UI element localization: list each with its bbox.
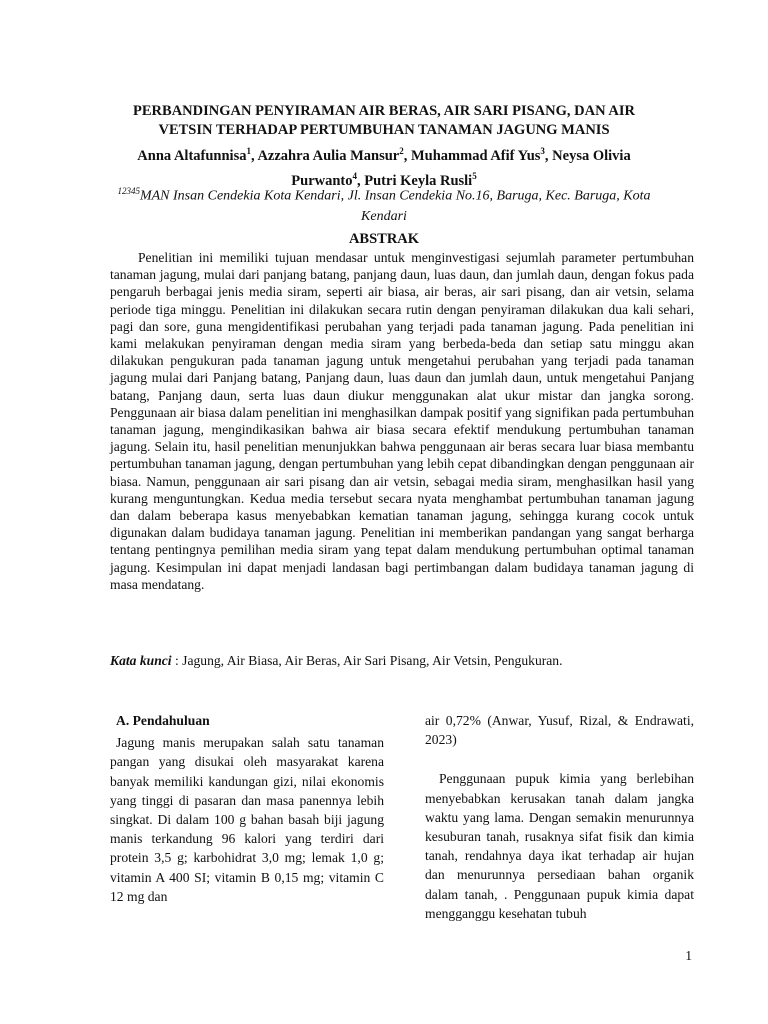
intro-paragraph: Jagung manis merupakan salah satu tanaman pangan yang disukai oleh masyarakat karena banyak memiliki kandungan gizi, nilai ekonomis yang tinggi di pasaran dan masa panennya lebih singkat. Di dalam 100 g bahan basah biji jagung manis terkandung 96 kalori yang terdiri dari protein 3,5 g; karbohidrat 3,0 mg; lemak 1,0 g; vitamin A 400 SI; vitamin B 0,15 mg; vitamin C 12 mg dan xyxy=(110,735,384,904)
affiliation-marks: 12345 xyxy=(117,186,140,196)
right-column xyxy=(425,711,694,923)
author: Neysa Olivia Purwanto$^4$, xyxy=(291,147,631,189)
abstract-heading: ABSTRAK xyxy=(348,231,420,247)
keywords xyxy=(110,652,694,670)
affiliation xyxy=(110,181,658,227)
author: Azzahra Aulia Mansur$^2$, xyxy=(257,146,411,164)
page-number: 1 xyxy=(685,948,692,963)
left-column xyxy=(110,711,384,906)
section-heading: A. Pendahuluan xyxy=(116,713,210,728)
author: Putri Keyla Rusli$^5$ xyxy=(364,170,477,189)
author: Anna Altafunnisa$^1$, xyxy=(137,146,258,164)
abstract-body: Penelitian ini memiliki tujuan mendasar untuk menginvestigasi sejumlah parameter pertumbuhan tanaman jagung, mulai dari panjang batang, panjang daun, luas daun, dan jumlah daun, dengan fokus pada pengaruh berbagai jenis media siram, seperti air biasa, air beras, air sari pisang, dan air vetsin, selama periode tiga minggu. Penelitian ini dilakukan secara rutin dengan penyiraman dilakukan dua kali sehari, pagi dan sore, guna mengidentifikasi perubahan yang terjadi pada tanaman jagung. Pada penelitian ini kami melakukan penyiraman dengan media siram yang berbeda-beda dan setiap satu minggu akan dilakukan pengukuran pada tanaman jagung untuk mengetahui perubahan yang terjadi pada tanaman jagung mulai dari Panjang batang, Panjang daun, luas daun dan jumlah daun, untuk mengetahui Panjang batang, Panjang daun, serta luas daun diukur menggunakan alat ukur mistar dan jangka sorong. Penggunaan air biasa dalam penelitian ini menghasilkan dampak positif yang signifikan pada pertumbuhan tanaman jagung, mengindikasikan bahwa air biasa secara efektif mendukung pertumbuhan tanaman jagung. Selain itu, hasil penelitian menunjukkan bahwa penggunaan air beras secara luar biasa membantu pertumbuhan tanaman jagung, dengan pertumbuhan yang lebih cepat dibandingkan dengan penggunaan air biasa. Namun, penggunaan air sari pisang dan air vetsin, sebagai media siram, menghasilkan hasil yang kurang menguntungkan. Kedua media tersebut secara nyata menghambat pertumbuhan tanaman jagung dan dalam beberapa kasus menyebabkan kematian tanaman jagung, sehingga kurang cocok untuk digunakan dalam budidaya tanaman jagung. Penelitian ini memberikan pandangan yang sangat berharga tentang pentingnya pemilihan media siram yang tepat dalam mendukung pertumbuhan optimal tanaman jagung. Kesimpulan ini dapat menjadi landasan bagi pertimbangan dalam budidaya tanaman jagung di masa mendatang. xyxy=(110,250,694,592)
intro-paragraph-continued: air 0,72% (Anwar, Yusuf, Rizal, & Endrawati, 2023) xyxy=(425,713,694,748)
intro-paragraph: Penggunaan pupuk kimia yang berlebihan menyebabkan kerusakan tanah dalam jangka waktu yang lama. Dengan semakin menurunnya kesuburan tanah, rusaknya sifat fisik dan kimia tanah, rendahnya daya ikat terhadap air hujan dan menurunnya persediaan bahan organik dalam tanah, . Penggunaan pupuk kimia dapat mengganggu kesehatan tubuh xyxy=(425,771,694,921)
author: Muhammad Afif Yus$^3$, xyxy=(410,146,553,164)
keywords-label: Kata kunci xyxy=(110,653,172,668)
affiliation-text: MAN Insan Cendekia Kota Kendari, Jl. Insan Cendekia No.16, Baruga, Kec. Baruga, Kota Kendari xyxy=(139,188,651,224)
paper-title: PERBANDINGAN PENYIRAMAN AIR BERAS, AIR SARI PISANG, DAN AIR VETSIN TERHADAP PERTUMBUHAN TANAMAN JAGUNG MANIS xyxy=(133,103,635,138)
keywords-text: : Jagung, Air Biasa, Air Beras, Air Sari Pisang, Air Vetsin, Pengukuran. xyxy=(171,653,563,668)
